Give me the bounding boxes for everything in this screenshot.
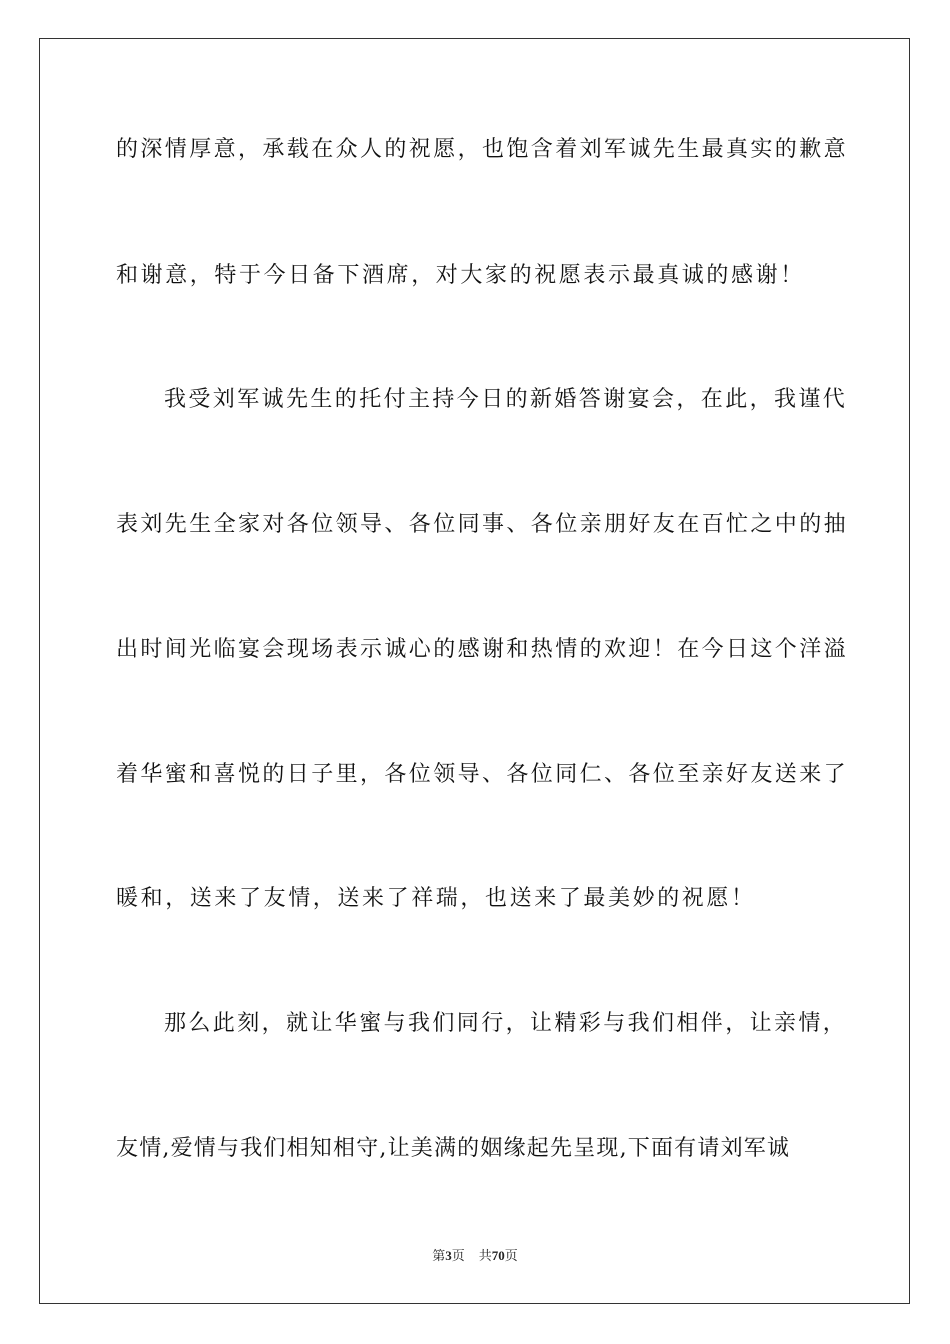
body-text-line: 和谢意，特于今日备下酒席，对大家的祝愿表示最真诚的感谢！: [116, 263, 805, 288]
page-number: 3: [445, 1248, 452, 1263]
paragraph-start-line: 那么此刻，就让华蜜与我们同行，让精彩与我们相伴，让亲情，: [164, 1011, 848, 1036]
total-prefix: 共: [478, 1248, 492, 1263]
body-text-line: 的深情厚意，承载在众人的祝愿，也饱含着刘军诚先生最真实的歉意: [116, 137, 849, 162]
body-text-line: 暖和，送来了友情，送来了祥瑞，也送来了最美妙的祝愿！: [116, 886, 756, 911]
body-text-line: 表刘先生全家对各位领导、各位同事、各位亲朋好友在百忙之中的抽: [116, 512, 849, 537]
page-footer: [0, 1248, 950, 1264]
body-text-line: 着华蜜和喜悦的日子里，各位领导、各位同仁、各位至亲好友送来了: [116, 762, 849, 787]
page-suffix: 页: [451, 1248, 465, 1263]
page-prefix: 第: [432, 1248, 446, 1263]
total-pages: 70: [491, 1248, 505, 1263]
page-frame: [39, 38, 910, 1304]
paragraph-start-line: 我受刘军诚先生的托付主持今日的新婚答谢宴会，在此，我谨代: [164, 387, 848, 412]
total-suffix: 页: [504, 1248, 518, 1263]
body-text-line: 出时间光临宴会现场表示诚心的感谢和热情的欢迎！在今日这个洋溢: [116, 637, 849, 662]
body-text-line: 友情,爱情与我们相知相守,让美满的姻缘起先呈现,下面有请刘军诚: [116, 1136, 791, 1161]
